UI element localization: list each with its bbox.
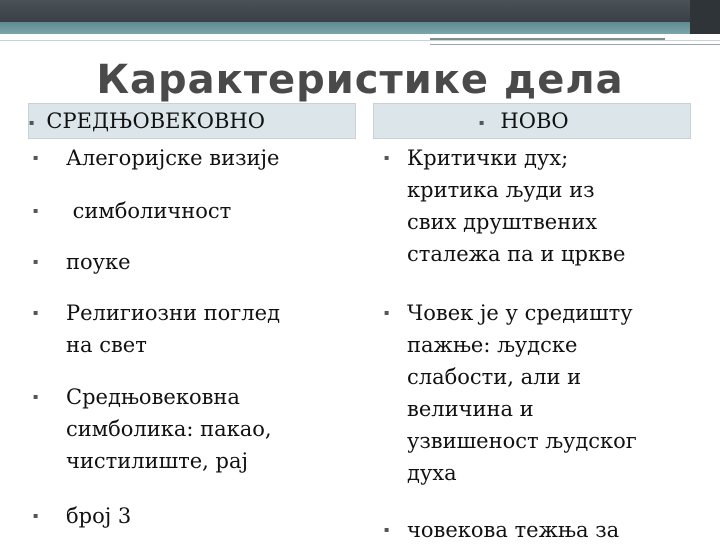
bullet-icon: ▪ <box>33 392 39 401</box>
decor-line <box>430 44 720 45</box>
list-item: ▪ број 3 <box>66 500 131 532</box>
list-item: ▪ човекова тежња за <box>407 514 619 546</box>
left-header-label: СРЕДЊОВЕКОВНО <box>46 109 265 133</box>
list-item: ▪ Човек је у средишту пажње: људске слабости, али и величина и узвишеност људског духа <box>407 297 637 489</box>
left-column-header <box>28 103 356 139</box>
list-item: ▪ поуке <box>66 246 131 278</box>
top-decor-bar <box>0 0 720 22</box>
list-item: ▪ симболичност <box>66 195 231 227</box>
list-item: ▪ Средњовековна симболика: пакао, чистилиште, рај <box>66 381 272 477</box>
slide-title: Карактеристике дела <box>96 57 624 103</box>
bullet-icon: ▪ <box>384 308 390 317</box>
accent-decor-bar <box>0 22 720 34</box>
right-column-header <box>373 103 691 139</box>
list-item: ▪ Религиозни поглед на свет <box>66 297 280 361</box>
bullet-icon: ▪ <box>33 308 39 317</box>
bullet-icon: ▪ <box>33 257 39 266</box>
bullet-icon: ▪ <box>384 153 390 162</box>
decor-line <box>430 38 665 40</box>
bullet-icon: ▪ <box>479 117 485 127</box>
bullet-icon: ▪ <box>33 206 39 215</box>
bullet-icon: ▪ <box>29 117 35 127</box>
bullet-icon: ▪ <box>33 511 39 520</box>
corner-decor-block <box>690 0 720 34</box>
right-header-label: НОВО <box>500 109 569 133</box>
bullet-icon: ▪ <box>33 153 39 162</box>
list-item: ▪ Алегоријске визије <box>66 142 279 174</box>
bullet-icon: ▪ <box>384 525 390 534</box>
list-item: ▪ Критички дух; критика људи из свих друштвених сталежа па и цркве <box>407 142 625 270</box>
decor-line <box>0 40 720 41</box>
